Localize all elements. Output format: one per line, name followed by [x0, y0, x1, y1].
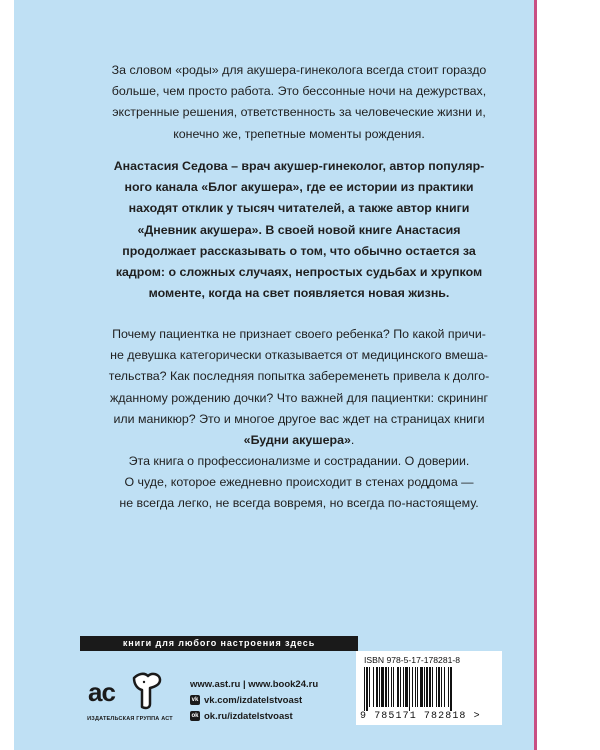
book-title-line — [80, 430, 518, 451]
isbn-number: ISBN 978-5-17-178281-8 — [364, 655, 461, 665]
ok-link[interactable]: ok.ru/izdatelstvoast — [204, 710, 293, 722]
barcode-bar — [381, 667, 384, 707]
bio-line: кадром: о сложных случаях, непростых судьбах и хрупком — [115, 265, 483, 280]
barcode-bar — [409, 667, 410, 711]
ast-logo-icon — [80, 660, 180, 714]
barcode-bar — [420, 667, 423, 707]
barcode-area — [356, 651, 502, 725]
barcode-bar — [426, 667, 428, 707]
intro-line: экстренные решения, ответственность за человеческие жизни и, — [112, 105, 486, 120]
barcode-bar — [376, 667, 378, 707]
barcode-bar — [388, 667, 389, 707]
barcode-bar — [379, 667, 380, 707]
barcode-bar — [364, 667, 365, 711]
spine-accent-line — [534, 0, 537, 750]
ok-line — [190, 708, 318, 724]
closing-line: О чуде, которое ежедневно происходит в стенах роддома — — [124, 475, 474, 489]
ok-icon: ok — [191, 713, 199, 719]
barcode-icon — [362, 667, 496, 711]
intro-paragraph — [80, 60, 518, 145]
vk-icon: vk — [191, 697, 199, 703]
publisher-logo — [80, 660, 188, 728]
barcode-bar — [438, 667, 440, 707]
barcode-bar — [405, 667, 408, 707]
closing-line-1: Эта книга о профессионализме и сострадании. О доверии. — [128, 454, 470, 468]
bio-line: продолжает рассказывать о том, что обычно остается за — [122, 243, 476, 258]
bio-line: находят отклик у тысяч читателей, а также автор книги — [128, 201, 470, 216]
bio-line: ного канала «Блог акушера», где ее истории из практики — [124, 180, 474, 195]
barcode-bar — [417, 667, 418, 707]
questions-line: жданному рождению дочки? Что важней для пациентки: скрининг — [109, 390, 489, 405]
barcode-bar — [385, 667, 387, 707]
barcode-bar — [415, 667, 416, 707]
questions-line: или маникюр? Это и многое другое вас ждет на страницах книги — [113, 411, 485, 426]
vk-line — [190, 692, 318, 708]
vk-link[interactable]: vk.com/izdatelstvoast — [204, 694, 303, 706]
book-title-suffix: . — [350, 433, 355, 448]
barcode-bar — [436, 667, 437, 707]
publisher-links — [190, 676, 318, 724]
bio-line: моменте, когда на свет появляется новая жизнь. — [148, 286, 450, 301]
barcode-digits: 9 785171 782818 > — [360, 711, 481, 722]
questions-line: не девушка категорически отказывается от медицинского вмеша- — [110, 348, 488, 363]
intro-line: За словом «роды» для акушера-гинеколога всегда стоит гораздо — [111, 63, 487, 77]
barcode-bar — [450, 667, 452, 711]
barcode-bar — [369, 667, 370, 707]
book-title: «Будни акушера» — [243, 433, 351, 448]
closing-paragraph — [80, 472, 518, 514]
barcode-bar — [429, 667, 431, 707]
bio-line: «Дневник акушера». В своей новой книге Анастасия — [137, 222, 461, 237]
barcode-bar — [412, 667, 413, 707]
barcode-bar — [397, 667, 399, 707]
closing-line: не всегда легко, не всегда вовремя, но всегда по-настоящему. — [119, 496, 479, 511]
barcode-bar — [432, 667, 433, 707]
barcode-bar — [424, 667, 425, 707]
questions-line: тельства? Как последняя попытка забеременеть привела к долго- — [108, 369, 490, 384]
barcode-bar — [448, 667, 449, 707]
barcode-bar — [391, 667, 392, 707]
barcode-bar — [393, 667, 394, 707]
barcode-bar — [366, 667, 368, 711]
publisher-label: ИЗДАТЕЛЬСКАЯ ГРУППА АСТ — [87, 716, 173, 722]
barcode-bar — [400, 667, 401, 707]
barcode-bar — [373, 667, 374, 707]
bio-line: Анастасия Седова – врач акушер-гинеколог, автор популяр- — [113, 159, 485, 173]
author-bio-paragraph — [80, 156, 518, 304]
websites-line — [190, 676, 318, 692]
intro-line: больше, чем просто работа. Это бессонные ночи на дежурствах, — [111, 84, 487, 99]
intro-line: конечно же, трепетные моменты рождения. — [173, 126, 425, 141]
barcode-bar — [441, 667, 442, 707]
tagline-bar: книги для любого настроения здесь — [80, 636, 358, 651]
barcode-bar — [403, 667, 404, 707]
websites-link[interactable]: www.ast.ru | www.book24.ru — [190, 678, 319, 690]
questions-paragraph — [80, 324, 518, 451]
barcode-bar — [444, 667, 445, 707]
svg-text:ac: ac — [88, 677, 115, 707]
questions-line: Почему пациентка не признает своего ребенка? По какой причи- — [112, 327, 486, 341]
